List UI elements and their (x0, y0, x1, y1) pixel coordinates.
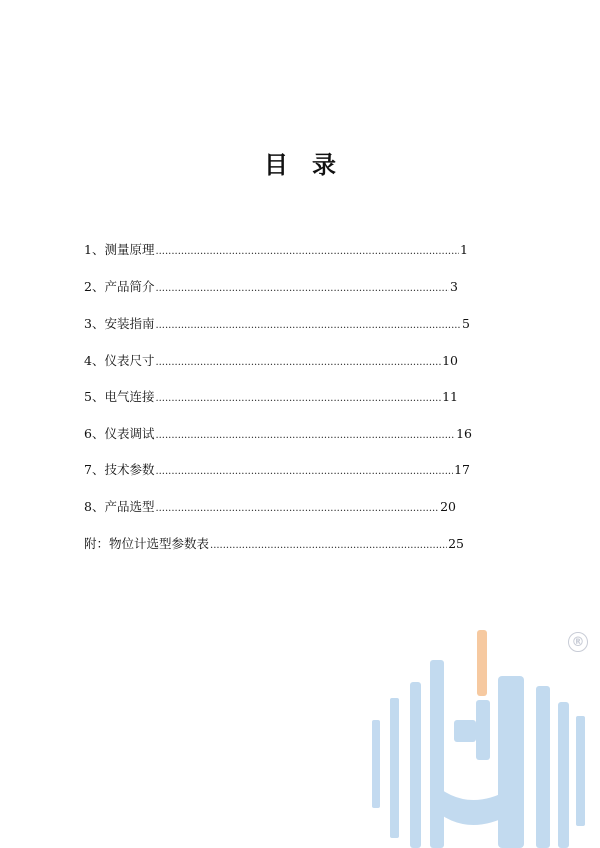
toc-leader-dots (155, 283, 449, 294)
toc-entry-page: 17 (454, 462, 470, 477)
toc-entry-label: 8、产品选型 (84, 499, 155, 514)
toc-entry-page: 11 (442, 389, 458, 404)
toc-entry-label: 1、测量原理 (84, 242, 155, 257)
toc-entry-label: 5、电气连接 (84, 389, 155, 404)
page-title (0, 145, 600, 180)
toc-leader-dots (155, 357, 441, 368)
toc-entry-label: 2、产品简介 (84, 279, 155, 294)
toc-entry-label: 7、技术参数 (84, 462, 155, 477)
toc-entry-page: 1 (460, 242, 468, 257)
toc-leader-dots (155, 320, 461, 331)
toc-leader-dots (155, 246, 459, 257)
registered-trademark-icon: ® (568, 632, 588, 652)
toc-entry-3[interactable] (84, 314, 470, 336)
toc-entry-page: 16 (456, 426, 472, 441)
title-char-1: 目 (264, 150, 288, 179)
toc-leader-dots (155, 466, 453, 477)
toc-entry-page: 25 (448, 536, 464, 551)
toc-leader-dots (155, 393, 441, 404)
toc-entry-page: 10 (442, 353, 458, 368)
toc-entry-8[interactable] (84, 497, 456, 519)
toc-entry-5[interactable] (84, 387, 458, 409)
toc-entry-4[interactable] (84, 351, 458, 373)
watermark-accent-bar (477, 630, 487, 696)
toc-entry-label: 附：物位计选型参数表 (84, 536, 210, 551)
toc-leader-dots (155, 503, 439, 514)
toc-entry-7[interactable] (84, 460, 470, 482)
title-char-2: 录 (312, 150, 336, 179)
toc-entry-label: 4、仪表尺寸 (84, 353, 155, 368)
toc-leader-dots (210, 540, 447, 551)
toc-entry-appendix[interactable] (84, 534, 464, 556)
toc-entry-label: 3、安装指南 (84, 316, 155, 331)
toc-entry-2[interactable] (84, 277, 458, 299)
toc-entry-1[interactable] (84, 240, 468, 262)
toc-entry-page: 5 (462, 316, 470, 331)
watermark-logo-icon (370, 630, 600, 848)
toc-entry-6[interactable] (84, 424, 472, 446)
toc-entry-label: 6、仪表调试 (84, 426, 155, 441)
toc-entry-page: 3 (450, 279, 458, 294)
toc-entry-page: 20 (440, 499, 456, 514)
toc-leader-dots (155, 430, 455, 441)
